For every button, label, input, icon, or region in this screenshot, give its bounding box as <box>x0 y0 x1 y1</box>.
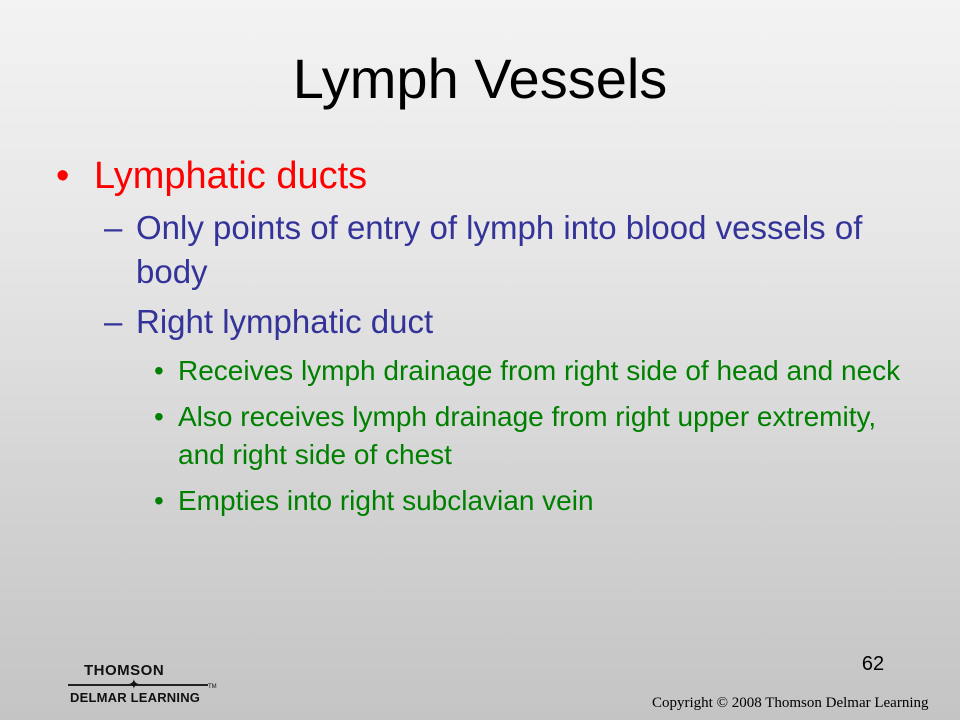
bullet-text: Receives lymph drainage from right side of head and neck <box>178 355 901 386</box>
star-icon: ✦ <box>128 676 140 692</box>
bullet-text: Only points of entry of lymph into blood vessels of body <box>136 209 863 290</box>
bullet-marker: • <box>56 155 70 197</box>
subsubbullet-subclavian-vein <box>56 482 916 520</box>
page-number: 62 <box>861 653 885 675</box>
bullet-text: Lymphatic ducts <box>94 155 368 197</box>
logo-text-top: THOMSON <box>84 662 165 679</box>
subbullet-right-lymphatic-duct <box>56 300 916 344</box>
trademark-mark: TM <box>208 684 217 690</box>
bullet-text: Right lymphatic duct <box>136 303 434 340</box>
bullet-text: Empties into right subclavian vein <box>178 485 594 516</box>
thomson-delmar-logo <box>68 662 218 708</box>
slide-title: Lymph Vessels <box>292 47 668 110</box>
dash-marker: – <box>104 303 123 340</box>
bullet-marker: • <box>154 355 164 386</box>
logo-text-bottom: DELMAR LEARNING <box>70 690 201 705</box>
subsubbullet-head-neck <box>56 352 916 390</box>
bullet-marker: • <box>154 485 164 516</box>
subsubbullet-upper-extremity <box>56 398 916 474</box>
bullet-list <box>56 152 916 520</box>
bullet-lymphatic-ducts <box>56 152 916 200</box>
copyright-notice: Copyright © 2008 Thomson Delmar Learning <box>652 695 929 711</box>
bullet-text: Also receives lymph drainage from right upper extremity, and right side of chest <box>178 401 877 470</box>
bullet-marker: • <box>154 401 164 432</box>
dash-marker: – <box>104 209 123 246</box>
subbullet-points-of-entry <box>56 206 916 294</box>
